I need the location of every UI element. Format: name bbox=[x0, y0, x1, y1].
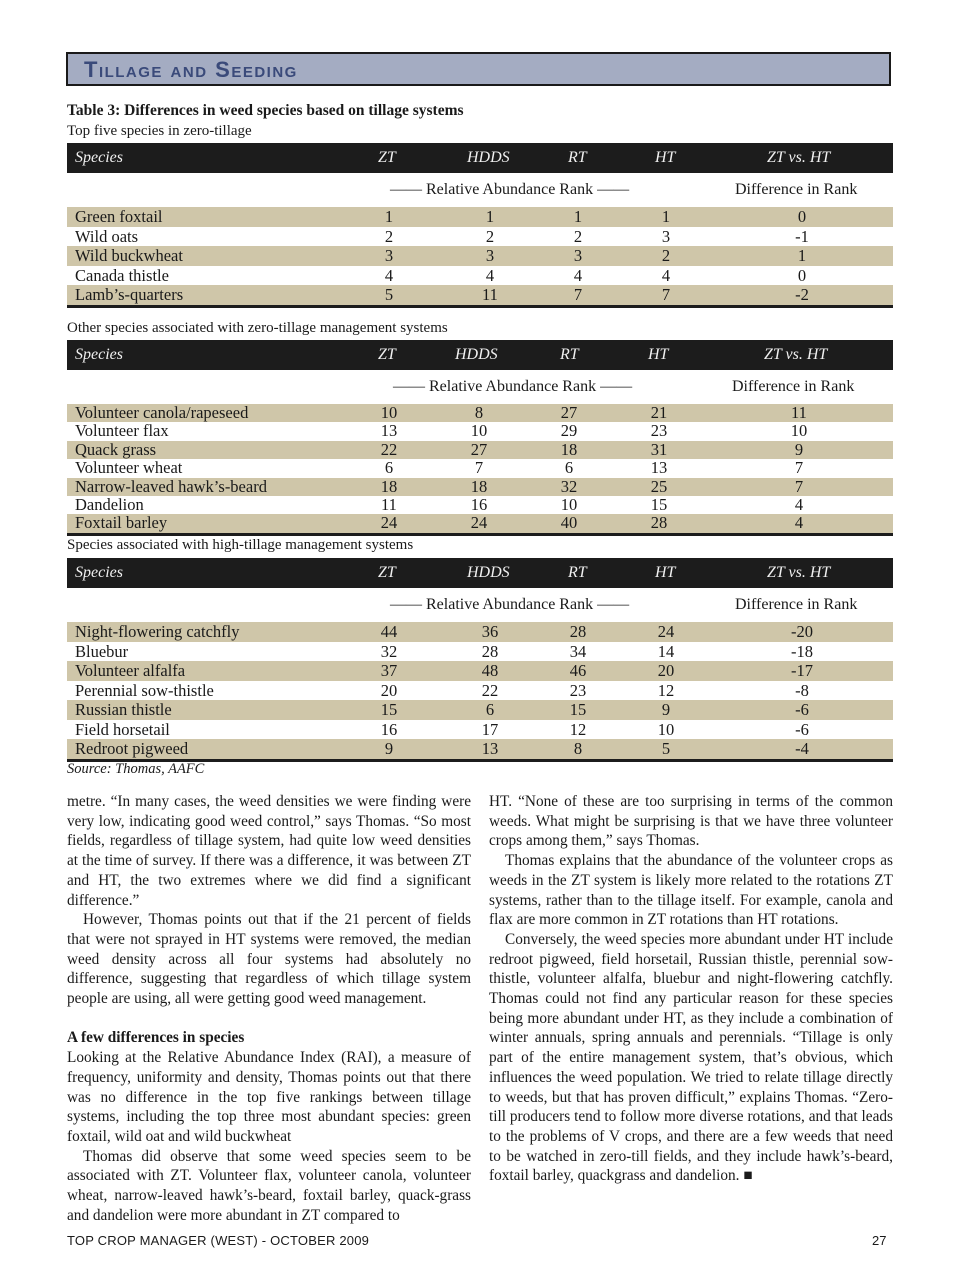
hdds-rank: 36 bbox=[481, 622, 499, 641]
col-hdds: HDDS bbox=[455, 346, 498, 363]
rank-difference: -8 bbox=[795, 680, 809, 700]
difference-label: Difference in Rank bbox=[732, 378, 855, 395]
rank-difference: -1 bbox=[795, 226, 809, 246]
species-name: Lamb’s-quarters bbox=[75, 285, 184, 304]
ht-rank: 28 bbox=[650, 513, 668, 533]
zt-rank: 32 bbox=[380, 641, 398, 661]
table-source: Source: Thomas, AAFC bbox=[67, 761, 205, 777]
paragraph: Thomas did observe that some weed species seem to be associated with ZT. Volunteer flax, volunteer canola, volunteer wheat, narrow-leaved hawk’s-beard, foxtail barley, quack-grass and dandelion were more abundant in ZT compared to bbox=[67, 1147, 471, 1224]
zt-rank: 13 bbox=[380, 421, 398, 441]
table-row bbox=[67, 227, 893, 247]
ht-rank: 3 bbox=[661, 226, 671, 246]
ht-rank: 10 bbox=[657, 719, 675, 739]
rt-rank: 18 bbox=[560, 439, 578, 459]
species-name: Canada thistle bbox=[75, 265, 169, 285]
table-row bbox=[67, 622, 893, 642]
table-row bbox=[67, 246, 893, 266]
rt-rank: 32 bbox=[560, 476, 578, 496]
rank-difference: 0 bbox=[797, 207, 807, 226]
col-ht: HT bbox=[655, 564, 676, 581]
zt-rank: 22 bbox=[380, 439, 398, 459]
table-row bbox=[67, 739, 893, 759]
species-name: Volunteer alfalfa bbox=[75, 661, 186, 680]
hdds-rank: 13 bbox=[481, 739, 499, 758]
rt-rank: 46 bbox=[569, 661, 587, 680]
ht-rank: 15 bbox=[650, 494, 668, 514]
species-name: Field horsetail bbox=[75, 719, 170, 739]
table-caption: Table 3: Differences in weed species based on tillage systems bbox=[67, 102, 464, 119]
table-row bbox=[67, 459, 893, 477]
species-name: Perennial sow-thistle bbox=[75, 680, 214, 700]
zt-rank: 10 bbox=[380, 403, 398, 422]
species-name: Wild oats bbox=[75, 226, 139, 246]
rank-difference: 7 bbox=[794, 476, 804, 496]
species-name: Green foxtail bbox=[75, 207, 163, 226]
ht-rank: 21 bbox=[650, 403, 668, 422]
rank-difference: -6 bbox=[795, 700, 809, 719]
zt-rank: 11 bbox=[381, 494, 397, 514]
col-ht: HT bbox=[655, 149, 676, 166]
rank-label-row bbox=[67, 370, 893, 404]
col-rt: RT bbox=[568, 564, 587, 581]
rank-difference: -20 bbox=[791, 622, 813, 641]
species-name: Volunteer canola/rapeseed bbox=[75, 403, 249, 422]
hdds-rank: 2 bbox=[485, 226, 495, 246]
rt-rank: 40 bbox=[560, 513, 578, 533]
paragraph-text: Conversely, the weed species more abundant under HT include redroot pigweed, field horsetail, Russian thistle, perennial sow-thistle, volunteer alfalfa, bluebur and night-flowering catchfly. Thomas could not find any particular reason for these species being more abundant under HT, as they include a combination of winter annuals, spring annuals and perennials. “Tillage is only part of the entire management system, that’s obvious, which influences the weed population. We tried to relate tillage directly to weeds, but that has proven difficult,” explains Thomas. “Zero-till producers tend to follow more diverse rotations, and that leads to the problems of V crops, and there are a few weeds that need to be watched in zero-till fields, and they include hawk’s-beard, foxtail barley, quackgrass and dandelion. bbox=[489, 930, 893, 1185]
hdds-rank: 3 bbox=[485, 246, 495, 265]
ht-rank: 7 bbox=[661, 285, 671, 304]
rt-rank: 4 bbox=[573, 265, 583, 285]
group-subtitle: Top five species in zero-tillage bbox=[67, 123, 252, 139]
hdds-rank: 7 bbox=[474, 458, 484, 478]
group-subtitle: Species associated with high-tillage management systems bbox=[67, 537, 414, 553]
hdds-rank: 18 bbox=[470, 476, 488, 496]
rt-rank: 15 bbox=[569, 700, 587, 719]
table-row bbox=[67, 441, 893, 459]
page-number: 27 bbox=[872, 1233, 887, 1248]
table-row bbox=[67, 514, 893, 532]
rank-difference: -18 bbox=[791, 641, 813, 661]
ht-rank: 12 bbox=[657, 680, 675, 700]
rt-rank: 8 bbox=[573, 739, 583, 758]
rank-difference: 0 bbox=[797, 265, 807, 285]
rank-difference: 4 bbox=[794, 494, 804, 514]
zt-rank: 6 bbox=[384, 458, 394, 478]
col-hdds: HDDS bbox=[467, 564, 510, 581]
hdds-rank: 48 bbox=[481, 661, 499, 680]
table-group-high-tillage bbox=[67, 558, 893, 762]
ht-rank: 31 bbox=[650, 439, 668, 459]
zt-rank: 5 bbox=[384, 285, 394, 304]
table-header-row bbox=[67, 143, 893, 173]
paragraph bbox=[489, 930, 893, 1186]
ht-rank: 25 bbox=[650, 476, 668, 496]
table-row bbox=[67, 266, 893, 286]
group-subtitle: Other species associated with zero-tillage management systems bbox=[67, 320, 448, 336]
species-name: Foxtail barley bbox=[75, 513, 168, 533]
zt-rank: 3 bbox=[384, 246, 394, 265]
hdds-rank: 27 bbox=[470, 439, 488, 459]
hdds-rank: 1 bbox=[485, 207, 495, 226]
table-body bbox=[67, 404, 893, 536]
zt-rank: 4 bbox=[384, 265, 394, 285]
table-row bbox=[67, 720, 893, 740]
species-name: Volunteer wheat bbox=[75, 458, 183, 478]
species-name: Quack grass bbox=[75, 439, 157, 459]
rank-label-row bbox=[67, 173, 893, 207]
species-name: Narrow-leaved hawk’s-beard bbox=[75, 476, 267, 496]
hdds-rank: 11 bbox=[482, 285, 498, 304]
rank-label-row bbox=[67, 588, 893, 622]
rank-difference: -2 bbox=[795, 285, 809, 304]
footer-publication: TOP CROP MANAGER (WEST) - OCTOBER 2009 bbox=[67, 1233, 370, 1248]
zt-rank: 2 bbox=[384, 226, 394, 246]
article-right-column bbox=[489, 792, 893, 1186]
col-ht: HT bbox=[648, 346, 669, 363]
difference-label: Difference in Rank bbox=[735, 181, 858, 198]
species-name: Night-flowering catchfly bbox=[75, 622, 240, 641]
col-zt: ZT bbox=[378, 149, 396, 166]
section-header bbox=[66, 52, 891, 86]
rank-difference: 7 bbox=[794, 458, 804, 478]
col-zt-vs-ht: ZT vs. HT bbox=[767, 564, 831, 581]
relative-abundance-label: —— Relative Abundance Rank —— bbox=[393, 378, 633, 395]
difference-label: Difference in Rank bbox=[735, 596, 858, 613]
table-row bbox=[67, 207, 893, 227]
rt-rank: 12 bbox=[569, 719, 587, 739]
rt-rank: 7 bbox=[573, 285, 583, 304]
table-group-zero-tillage bbox=[67, 340, 893, 536]
rt-rank: 28 bbox=[569, 622, 587, 641]
species-name: Russian thistle bbox=[75, 700, 172, 719]
paragraph: However, Thomas points out that if the 21 percent of fields that were not sprayed in HT systems were removed, the median weed density across all four systems had absolutely no difference, suggesting that regardless of which tillage system people are using, all were getting good weed management. bbox=[67, 911, 471, 1008]
col-rt: RT bbox=[568, 149, 587, 166]
col-rt: RT bbox=[560, 346, 579, 363]
rank-difference: 10 bbox=[790, 421, 808, 441]
species-name: Bluebur bbox=[75, 641, 129, 661]
species-name: Wild buckwheat bbox=[75, 246, 183, 265]
rt-rank: 23 bbox=[569, 680, 587, 700]
rank-difference: 11 bbox=[791, 403, 807, 422]
table-row bbox=[67, 681, 893, 701]
hdds-rank: 6 bbox=[485, 700, 495, 719]
col-species: Species bbox=[75, 346, 123, 363]
ht-rank: 4 bbox=[661, 265, 671, 285]
hdds-rank: 16 bbox=[470, 494, 488, 514]
col-zt: ZT bbox=[378, 564, 396, 581]
ht-rank: 24 bbox=[657, 622, 675, 641]
ht-rank: 5 bbox=[661, 739, 671, 758]
table-row bbox=[67, 478, 893, 496]
rt-rank: 27 bbox=[560, 403, 578, 422]
rank-difference: 9 bbox=[794, 439, 804, 459]
table-body bbox=[67, 207, 893, 308]
paragraph: metre. “In many cases, the weed densities we were finding were very low, indicating good weed control,” says Thomas. “So most fields, regardless of tillage system, had quite low weed densities at the time of survey. If there was a difference, it was between ZT and HT, the two extremes where we did find a significant difference.” bbox=[67, 793, 471, 909]
ht-rank: 14 bbox=[657, 641, 675, 661]
col-hdds: HDDS bbox=[467, 149, 510, 166]
species-name: Redroot pigweed bbox=[75, 739, 189, 758]
col-species: Species bbox=[75, 564, 123, 581]
paragraph: Thomas explains that the abundance of the volunteer crops as weeds in the ZT system is likely more related to the rotations ZT systems, rather than to the tillage itself. For example, canola and flax are more common in ZT rotations than HT rotations. bbox=[489, 852, 893, 929]
hdds-rank: 28 bbox=[481, 641, 499, 661]
hdds-rank: 8 bbox=[474, 403, 484, 422]
species-name: Volunteer flax bbox=[75, 421, 169, 441]
table-header-row bbox=[67, 558, 893, 588]
rt-rank: 6 bbox=[564, 458, 574, 478]
table-body bbox=[67, 622, 893, 762]
rt-rank: 10 bbox=[560, 494, 578, 514]
table-row bbox=[67, 422, 893, 440]
rt-rank: 1 bbox=[573, 207, 583, 226]
ht-rank: 2 bbox=[661, 246, 671, 265]
paragraph: Looking at the Relative Abundance Index (RAI), a measure of frequency, uniformity and density, Thomas points out that there was no difference in the top five rankings between tillage systems, including the top three most abundant species: green foxtail, wild oat and wild buckwheat bbox=[67, 1049, 471, 1145]
col-zt: ZT bbox=[378, 346, 396, 363]
article-left-column bbox=[67, 792, 471, 1225]
paragraph: HT. “None of these are too surprising in terms of the common weeds. What might be surprising is that we have three volunteer crops among them,” says Thomas. bbox=[489, 793, 893, 850]
hdds-rank: 24 bbox=[470, 513, 488, 533]
hdds-rank: 17 bbox=[481, 719, 499, 739]
col-zt-vs-ht: ZT vs. HT bbox=[767, 149, 831, 166]
rank-difference: -6 bbox=[795, 719, 809, 739]
zt-rank: 37 bbox=[380, 661, 398, 680]
rt-rank: 34 bbox=[569, 641, 587, 661]
section-title: Tillage and Seeding bbox=[84, 57, 298, 82]
table-row bbox=[67, 661, 893, 681]
ht-rank: 13 bbox=[650, 458, 668, 478]
hdds-rank: 10 bbox=[470, 421, 488, 441]
hdds-rank: 4 bbox=[485, 265, 495, 285]
zt-rank: 20 bbox=[380, 680, 398, 700]
table-group-top-five bbox=[67, 143, 893, 308]
rank-difference: -17 bbox=[791, 661, 813, 680]
table-row bbox=[67, 496, 893, 514]
rt-rank: 29 bbox=[560, 421, 578, 441]
table-header-row bbox=[67, 340, 893, 370]
col-species: Species bbox=[75, 149, 123, 166]
zt-rank: 44 bbox=[380, 622, 398, 641]
table-row bbox=[67, 285, 893, 305]
ht-rank: 9 bbox=[661, 700, 671, 719]
zt-rank: 16 bbox=[380, 719, 398, 739]
ht-rank: 1 bbox=[661, 207, 671, 226]
rt-rank: 2 bbox=[573, 226, 583, 246]
table-row bbox=[67, 700, 893, 720]
relative-abundance-label: —— Relative Abundance Rank —— bbox=[390, 596, 630, 613]
zt-rank: 15 bbox=[380, 700, 398, 719]
zt-rank: 9 bbox=[384, 739, 394, 758]
ht-rank: 23 bbox=[650, 421, 668, 441]
rt-rank: 3 bbox=[573, 246, 583, 265]
zt-rank: 24 bbox=[380, 513, 398, 533]
rank-difference: -4 bbox=[795, 739, 809, 758]
ht-rank: 20 bbox=[657, 661, 675, 680]
hdds-rank: 22 bbox=[481, 680, 499, 700]
end-mark-icon: ■ bbox=[743, 1167, 753, 1185]
relative-abundance-label: —— Relative Abundance Rank —— bbox=[390, 181, 630, 198]
col-zt-vs-ht: ZT vs. HT bbox=[764, 346, 828, 363]
rank-difference: 4 bbox=[794, 513, 804, 533]
subheading: A few differences in species bbox=[67, 1029, 245, 1047]
species-name: Dandelion bbox=[75, 494, 144, 514]
zt-rank: 18 bbox=[380, 476, 398, 496]
table-row bbox=[67, 642, 893, 662]
zt-rank: 1 bbox=[384, 207, 394, 226]
table-row bbox=[67, 404, 893, 422]
rank-difference: 1 bbox=[797, 246, 807, 265]
